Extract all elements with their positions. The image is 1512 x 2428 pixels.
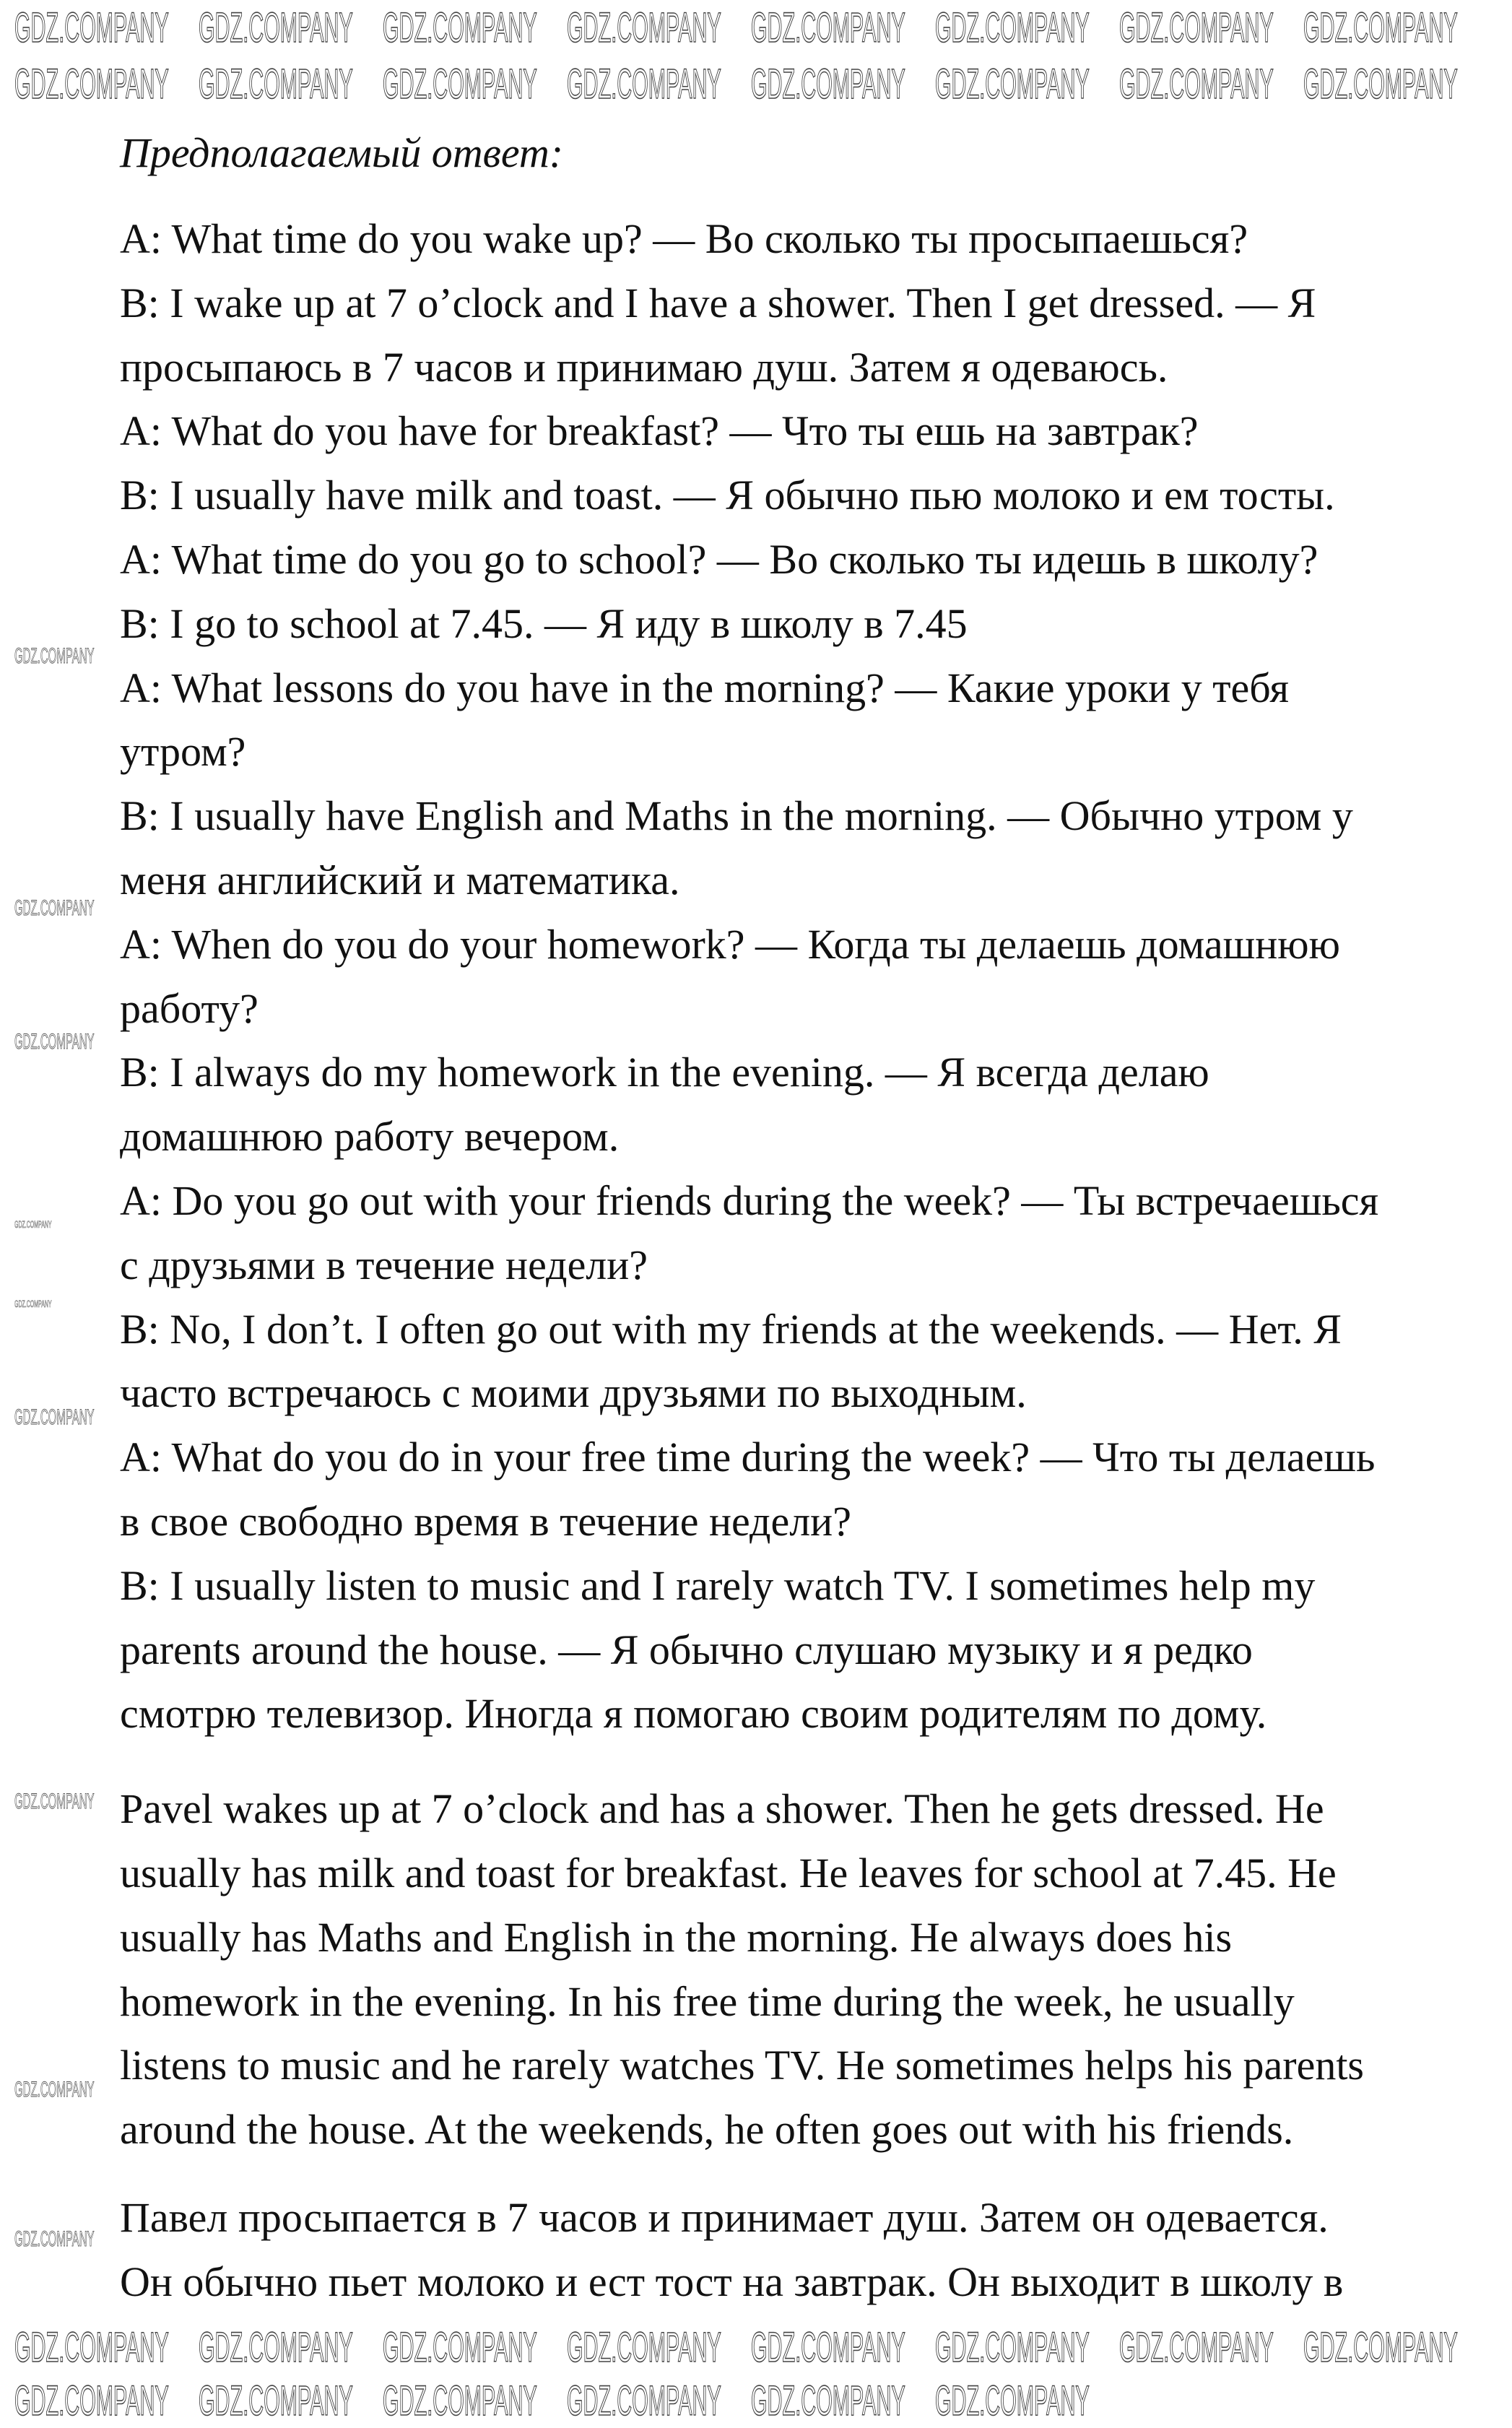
watermark: GDZ.COMPANY [751, 61, 905, 108]
text-line: A: What do you do in your free time during the week? — Что ты делаешь [120, 1434, 1376, 1481]
text-line: Павел просыпается в 7 часов и принимает душ. Затем он одевается. [120, 2193, 1329, 2241]
watermark: GDZ.COMPANY [383, 2324, 537, 2371]
watermark: GDZ.COMPANY [567, 4, 721, 51]
text-line: homework in the evening. In his free time during the week, he usually [120, 1977, 1295, 2025]
watermark: GDZ.COMPANY [751, 2324, 905, 2371]
text-line: в свое свободно время в течение недели? [120, 1497, 851, 1545]
watermark: GDZ.COMPANY [383, 2377, 537, 2424]
watermark: GDZ.COMPANY [199, 61, 353, 108]
watermark: GDZ.COMPANY [935, 2377, 1090, 2424]
text-line: usually has Maths and English in the morning. He always does his [120, 1913, 1233, 1961]
text-line: B: I always do my homework in the evening. — Я всегда делаю [120, 1049, 1209, 1096]
watermark: GDZ.COMPANY [199, 2324, 353, 2371]
text-line: A: When do you do your homework? — Когда ты делаешь домашнюю [120, 920, 1340, 968]
text-line: часто встречаюсь с моими друзьями по выходным. [120, 1369, 1027, 1417]
watermark: GDZ.COMPANY [14, 1405, 95, 1429]
text-line: parents around the house. — Я обычно слушаю музыку и я редко [120, 1626, 1253, 1673]
text-line: Pavel wakes up at 7 o’clock and has a shower. Then he gets dressed. He [120, 1785, 1324, 1833]
text-line: B: I wake up at 7 o’clock and I have a shower. Then I get dressed. — Я [120, 279, 1316, 326]
watermark: GDZ.COMPANY [199, 4, 353, 51]
text-line: просыпаюсь в 7 часов и принимаю душ. Затем я одеваюсь. [120, 343, 1168, 391]
watermark: GDZ.COMPANY [567, 2377, 721, 2424]
text-line: B: I usually have English and Maths in the morning. — Обычно утром у [120, 792, 1353, 840]
text-line: A: What time do you go to school? — Во сколько ты идешь в школу? [120, 535, 1318, 583]
watermark: GDZ.COMPANY [14, 2324, 169, 2371]
text-line: usually has milk and toast for breakfast. He leaves for school at 7.45. He [120, 1849, 1337, 1896]
text-line: работу? [120, 984, 258, 1032]
watermark: GDZ.COMPANY [751, 2377, 905, 2424]
text-line: A: What lessons do you have in the morning? — Какие уроки у тебя [120, 664, 1290, 711]
document-body [120, 207, 1378, 2315]
watermark: GDZ.COMPANY [14, 4, 169, 51]
english-summary [120, 1777, 1378, 2162]
watermark: GDZ.COMPANY [935, 4, 1090, 51]
watermark: GDZ.COMPANY [1303, 4, 1458, 51]
text-line: B: No, I don’t. I often go out with my friends at the weekends. — Нет. Я [120, 1305, 1342, 1353]
watermark: GDZ.COMPANY [14, 1790, 95, 1813]
text-line: listens to music and he rarely watches TV. He sometimes helps his parents [120, 2042, 1365, 2089]
text-line: around the house. At the weekends, he often goes out with his friends. [120, 2106, 1294, 2154]
watermark: GDZ.COMPANY [14, 2377, 169, 2424]
watermark: GDZ.COMPANY [14, 2227, 95, 2251]
text-line: Он обычно пьет молоко и ест тост на завтрак. Он выходит в школу в [120, 2258, 1344, 2305]
text-line: смотрю телевизор. Иногда я помогаю своим родителям по дому. [120, 1690, 1267, 1738]
text-line: B: I usually listen to music and I rarely watch TV. I sometimes help my [120, 1561, 1316, 1609]
watermark: GDZ.COMPANY [1119, 4, 1274, 51]
watermark: GDZ.COMPANY [1119, 61, 1274, 108]
watermark: GDZ.COMPANY [383, 4, 537, 51]
watermark: GDZ.COMPANY [1119, 2324, 1274, 2371]
russian-summary [120, 2186, 1378, 2315]
watermark: GDZ.COMPANY [935, 2324, 1090, 2371]
watermark: GDZ.COMPANY [14, 1030, 95, 1054]
watermark: GDZ.COMPANY [935, 61, 1090, 108]
watermark: GDZ.COMPANY [14, 2078, 95, 2102]
watermark: GDZ.COMPANY [1303, 61, 1458, 108]
text-line: B: I go to school at 7.45. — Я иду в школу в 7.45 [120, 599, 968, 647]
watermark: GDZ.COMPANY [14, 61, 169, 108]
text-line: A: Do you go out with your friends during the week? — Ты встречаешься [120, 1176, 1379, 1224]
watermark: GDZ.COMPANY [14, 1218, 52, 1230]
watermark: GDZ.COMPANY [14, 644, 95, 668]
text-line: A: What do you have for breakfast? — Что ты ешь на завтрак? [120, 407, 1199, 455]
text-line: утром? [120, 728, 246, 776]
watermark: GDZ.COMPANY [14, 1298, 52, 1309]
watermark: GDZ.COMPANY [14, 896, 95, 920]
text-line: с друзьями в течение недели? [120, 1241, 648, 1288]
text-line: домашнюю работу вечером. [120, 1113, 620, 1161]
text-line: меня английский и математика. [120, 856, 680, 903]
watermark: GDZ.COMPANY [1303, 2324, 1458, 2371]
watermark: GDZ.COMPANY [567, 61, 721, 108]
dialogue [120, 207, 1378, 1746]
answer-heading: Предполагаемый ответ: [120, 129, 564, 176]
watermark: GDZ.COMPANY [199, 2377, 353, 2424]
text-line: B: I usually have milk and toast. — Я обычно пью молоко и ем тосты. [120, 472, 1335, 519]
watermark: GDZ.COMPANY [567, 2324, 721, 2371]
watermark: GDZ.COMPANY [383, 61, 537, 108]
watermark: GDZ.COMPANY [751, 4, 905, 51]
text-line: A: What time do you wake up? — Во сколько ты просыпаешься? [120, 215, 1248, 262]
